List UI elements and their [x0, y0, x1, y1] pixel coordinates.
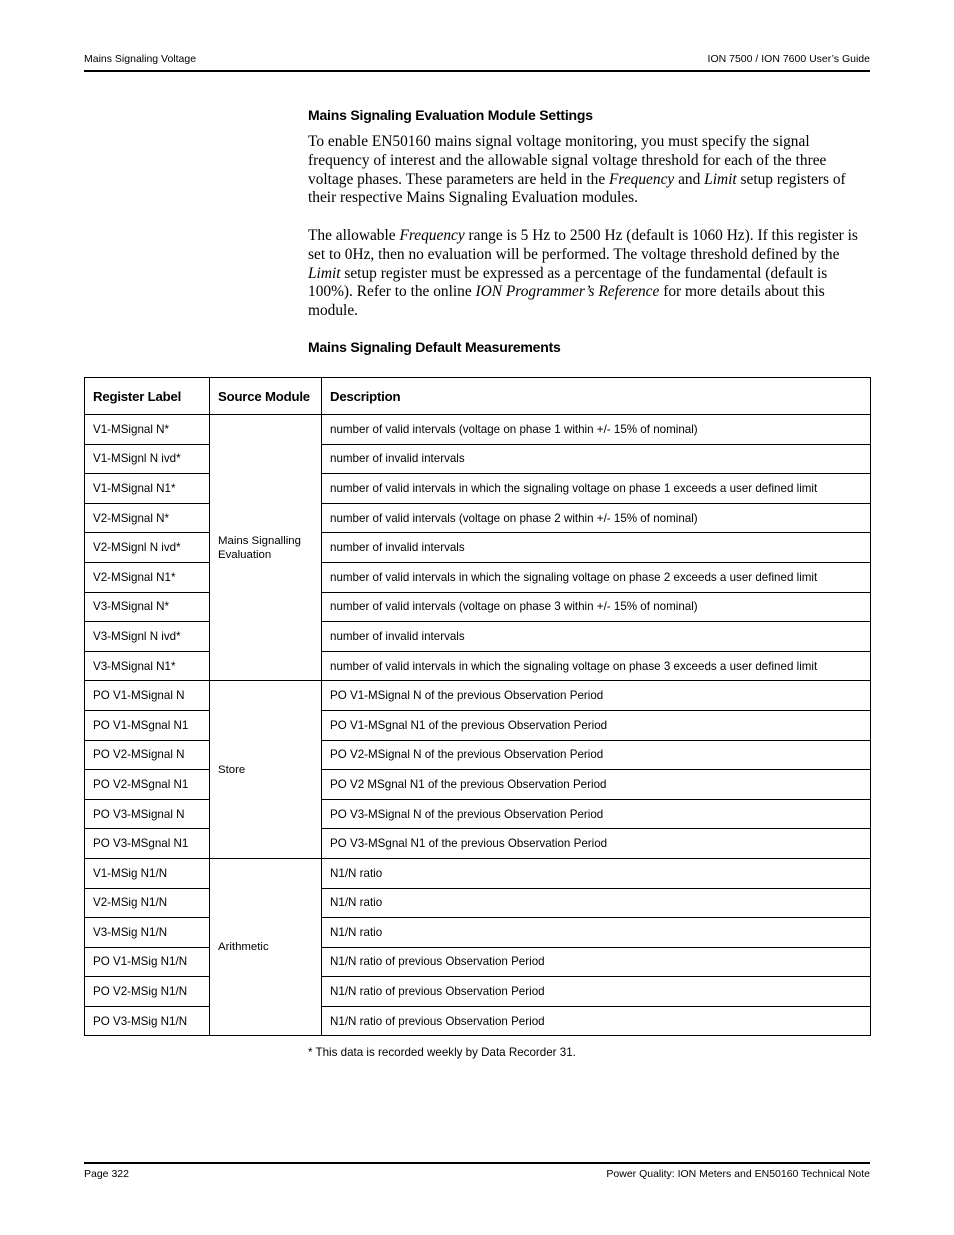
table-footnote: * This data is recorded weekly by Data Recorder 31.	[308, 1046, 576, 1059]
column-header-register-label: Register Label	[85, 378, 210, 415]
section-heading-measurements: Mains Signaling Default Measurements	[308, 339, 561, 355]
para2-text-a: The allowable	[308, 227, 400, 244]
description-cell: PO V1-MSignal N of the previous Observation Period	[322, 681, 871, 711]
description-cell: PO V1-MSgnal N1 of the previous Observation Period	[322, 710, 871, 740]
register-label-cell: PO V1-MSignal N	[85, 681, 210, 711]
description-cell: number of valid intervals (voltage on phase 3 within +/- 15% of nominal)	[322, 592, 871, 622]
source-module-cell: Store	[210, 681, 322, 859]
description-cell: number of invalid intervals	[322, 533, 871, 563]
description-cell: N1/N ratio of previous Observation Period	[322, 947, 871, 977]
description-cell: number of invalid intervals	[322, 444, 871, 474]
register-label-cell: V3-MSignal N*	[85, 592, 210, 622]
para2-text-b: range is 5 Hz to 2500 Hz (default is 1060 Hz). If this register is set to 0Hz, then no evaluation will be performed. The voltage threshold defined by the	[308, 227, 858, 263]
running-footer-right: Power Quality: ION Meters and EN50160 Technical Note	[606, 1168, 870, 1180]
para2-text-d: for more details about this module.	[308, 283, 825, 320]
table-row	[85, 681, 871, 711]
description-cell: PO V3-MSignal N of the previous Observation Period	[322, 799, 871, 829]
para2-frequency-term: Frequency	[399, 227, 465, 244]
para2-text-c: setup register must be expressed as a percentage of the fundamental (default is 100%). Refer to the online	[308, 264, 828, 301]
description-cell: number of valid intervals (voltage on phase 2 within +/- 15% of nominal)	[322, 503, 871, 533]
register-label-cell: PO V2-MSig N1/N	[85, 977, 210, 1007]
para1-text-b: setup registers of their respective Mains Signaling Evaluation modules.	[308, 170, 846, 207]
register-label-cell: V2-MSignl N ivd*	[85, 533, 210, 563]
table-body	[85, 415, 871, 1036]
paragraph-frequency-range	[308, 227, 873, 321]
table-row	[85, 888, 871, 918]
register-label-cell: V3-MSignl N ivd*	[85, 622, 210, 652]
register-label-cell: PO V3-MSignal N	[85, 799, 210, 829]
description-cell: PO V3-MSgnal N1 of the previous Observation Period	[322, 829, 871, 859]
para1-text-a: To enable EN50160 mains signal voltage monitoring, you must specify the signal frequency of interest and the allowable signal voltage threshold for each of the three voltage phases. These parameters are held in the	[308, 133, 827, 188]
source-module-cell: Arithmetic	[210, 858, 322, 1036]
register-label-cell: V3-MSignal N1*	[85, 651, 210, 681]
table-header-row	[85, 378, 871, 415]
source-module-cell: Mains Signalling Evaluation	[210, 415, 322, 681]
description-cell: N1/N ratio of previous Observation Period	[322, 977, 871, 1007]
table-row	[85, 415, 871, 445]
table-row	[85, 858, 871, 888]
description-cell: number of valid intervals in which the signaling voltage on phase 1 exceeds a user defined limit	[322, 474, 871, 504]
table-row	[85, 533, 871, 563]
section-heading-settings: Mains Signaling Evaluation Module Settings	[308, 107, 593, 123]
register-label-cell: V1-MSig N1/N	[85, 858, 210, 888]
table-row	[85, 829, 871, 859]
table-row	[85, 444, 871, 474]
page-number: Page 322	[84, 1168, 129, 1180]
table-row	[85, 740, 871, 770]
description-cell: number of valid intervals (voltage on phase 1 within +/- 15% of nominal)	[322, 415, 871, 445]
register-label-cell: PO V2-MSgnal N1	[85, 770, 210, 800]
description-cell: N1/N ratio	[322, 858, 871, 888]
table-row	[85, 474, 871, 504]
register-label-cell: PO V1-MSgnal N1	[85, 710, 210, 740]
register-label-cell: PO V3-MSgnal N1	[85, 829, 210, 859]
running-header-left: Mains Signaling Voltage	[84, 53, 197, 65]
table-row	[85, 977, 871, 1007]
table-row	[85, 1006, 871, 1036]
table-row	[85, 562, 871, 592]
table-row	[85, 503, 871, 533]
para1-limit-term: Limit	[704, 170, 737, 188]
paragraph-settings	[308, 133, 873, 208]
table-row	[85, 947, 871, 977]
table-row	[85, 622, 871, 652]
register-label-cell: V1-MSignl N ivd*	[85, 444, 210, 474]
para1-text-and: and	[674, 170, 705, 188]
description-cell: number of valid intervals in which the signaling voltage on phase 2 exceeds a user defined limit	[322, 562, 871, 592]
table-row	[85, 799, 871, 829]
register-label-cell: V2-MSig N1/N	[85, 888, 210, 918]
description-cell: PO V2 MSgnal N1 of the previous Observation Period	[322, 770, 871, 800]
register-label-cell: V1-MSignal N*	[85, 415, 210, 445]
para1-frequency-term: Frequency	[609, 170, 675, 188]
table-row	[85, 651, 871, 681]
register-label-cell: PO V2-MSignal N	[85, 740, 210, 770]
description-cell: N1/N ratio of previous Observation Period	[322, 1006, 871, 1036]
description-cell: N1/N ratio	[322, 888, 871, 918]
register-label-cell: PO V1-MSig N1/N	[85, 947, 210, 977]
footer-rule	[84, 1162, 870, 1164]
header-rule	[84, 70, 870, 72]
description-cell: PO V2-MSignal N of the previous Observation Period	[322, 740, 871, 770]
description-cell: number of valid intervals in which the signaling voltage on phase 3 exceeds a user defined limit	[322, 651, 871, 681]
register-label-cell: V3-MSig N1/N	[85, 918, 210, 948]
para2-limit-term: Limit	[308, 264, 341, 282]
register-label-cell: V2-MSignal N*	[85, 503, 210, 533]
register-label-cell: V1-MSignal N1*	[85, 474, 210, 504]
table-row	[85, 770, 871, 800]
table-row	[85, 710, 871, 740]
description-cell: number of invalid intervals	[322, 622, 871, 652]
table-row	[85, 592, 871, 622]
column-header-description: Description	[322, 378, 871, 415]
para2-reference-title: ION Programmer’s Reference	[475, 283, 660, 301]
register-label-cell: V2-MSignal N1*	[85, 562, 210, 592]
register-label-cell: PO V3-MSig N1/N	[85, 1006, 210, 1036]
running-header-right: ION 7500 / ION 7600 User’s Guide	[707, 53, 870, 65]
table-row	[85, 918, 871, 948]
description-cell: N1/N ratio	[322, 918, 871, 948]
measurements-table	[84, 377, 871, 1036]
column-header-source-module: Source Module	[210, 378, 322, 415]
